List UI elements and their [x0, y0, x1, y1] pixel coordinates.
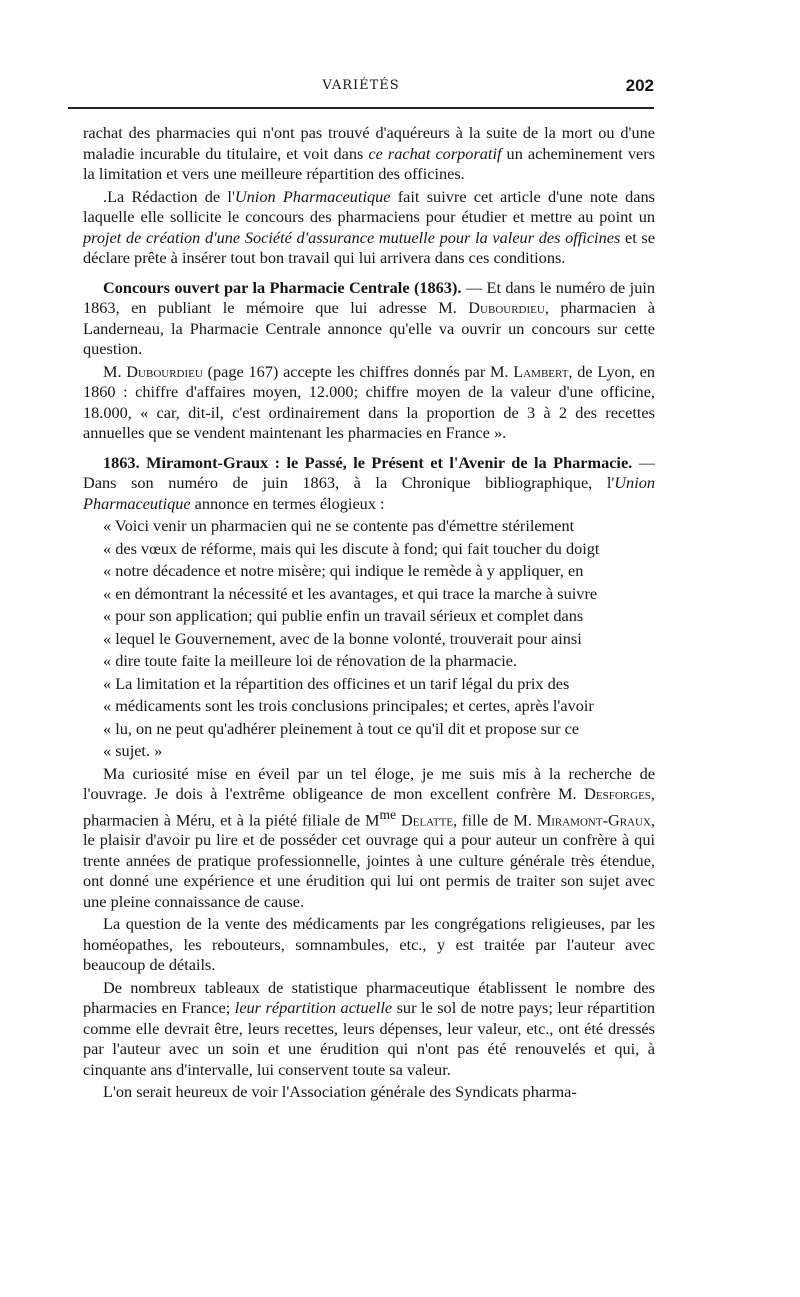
quotation-1 [83, 516, 655, 672]
paragraph-6 [83, 764, 655, 913]
body-text [83, 123, 655, 1105]
text: annonce en termes élogieux : [190, 493, 385, 513]
text: rachat des pharmacies qui n'ont pas trouvé d'aquéreurs à la suite de la mort ou d'une maladie incurable du titulaire, et voit dans [83, 123, 655, 163]
person-name: Lambert [513, 361, 569, 381]
text: Ma curiosité mise en éveil par un tel éloge, je me suis mis à la recherche de l'ouvrage. Je dois à l'extrême obligeance de mon excellent confrère M. [83, 763, 655, 803]
section-heading: Concours ouvert par la Pharmacie Centrale (1863). [103, 277, 462, 297]
italic-text: ce rachat corporatif [368, 143, 502, 163]
quote-line: « en démontrant la nécessité et les avantages, et qui trace la marche à suivre [103, 583, 598, 603]
italic-text: Union Pharmaceutique [234, 186, 391, 206]
paragraph-5 [83, 453, 655, 515]
text: (page 167) accepte les chiffres donnés par M. [202, 361, 514, 381]
quote-line: « lequel le Gouvernement, avec de la bonne volonté, trouverait pour ainsi [103, 628, 582, 648]
quote-line: « notre décadence et notre misère; qui indique le remède à y appliquer, en [103, 561, 584, 580]
page-header [68, 76, 654, 98]
paragraph-2 [83, 187, 655, 269]
text: De nombreux tableaux de statistique pharmaceutique établissent le nombre des pharmacies en France; [83, 977, 655, 1018]
quote-line: « Voici venir un pharmacien qui ne se contente pas d'émettre stérilement [103, 516, 575, 535]
text: , le plaisir d'avoir pu lire et de posséder cet ouvrage qui a pour auteur un confrère à qui trente années de pratique professionnelle, jointes à une culture générale très étendue, ont donné une expérience et une érudition qui lui ont permis de traiter son sujet avec une pleine connaissance de cause. [83, 809, 655, 911]
text: , pharmacien à Méru, et à la piété filiale de M [83, 784, 655, 829]
quotation-2 [83, 674, 655, 762]
text: et se déclare prête à insérer tout bon travail qui lui arrivera dans ces conditions. [83, 227, 655, 267]
paragraph-7: La question de la vente des médicaments par les congrégations religieuses, par les homéopathes, les rebouteurs, somnambules, etc., y est traitée par l'auteur avec beaucoup de détails. [83, 914, 655, 975]
text: — Dans son numéro de juin 1863, à la Chronique bibliographique, l' [83, 452, 655, 492]
header-rule [68, 107, 654, 109]
section-heading: 1863. Miramont-Graux : le Passé, le Présent et l'Avenir de la Pharmacie. [103, 452, 633, 472]
text: fait suivre cet article d'une note dans laquelle elle sollicite le concours des pharmaciens pour étudier et mettre au point un [83, 186, 655, 226]
text: un acheminement vers la limitation et vers une meilleure répartition des officines. [83, 143, 655, 183]
text: , pharmacien à Landerneau, la Pharmacie Centrale annonce qu'elle va ouvrir un concours sur cette question. [83, 298, 656, 358]
quote-line: « La limitation et la répartition des officines et un tarif légal du prix des [103, 673, 570, 693]
superscript: me [379, 806, 397, 822]
person-name: Dubourdieu [126, 361, 203, 381]
paragraph-1 [83, 123, 655, 185]
page-number: 202 [625, 76, 654, 95]
quote-line: « médicaments sont les trois conclusions principales; et certes, après l'avoir [103, 696, 594, 715]
running-title: VARIÉTÉS [322, 78, 400, 93]
italic-text: Union Pharmaceutique [83, 473, 655, 513]
paragraph-9: L'on serait heureux de voir l'Association générale des Syndicats pharma- [103, 1082, 577, 1102]
person-name: Miramont-Graux [536, 809, 651, 829]
italic-text: projet de création d'une Société d'assurance mutuelle pour la valeur des officines [83, 227, 621, 247]
paragraph-8 [83, 978, 655, 1081]
quote-line: « dire toute faite la meilleure loi de rénovation de la pharmacie. [103, 651, 518, 670]
person-name: Delatte [400, 809, 454, 829]
paragraph-4 [83, 362, 655, 444]
paragraph-3 [83, 278, 655, 360]
text: , fille de M. [453, 809, 537, 829]
text: , de Lyon, en 1860 : chiffre d'affaires moyen, 12.000; chiffre moyen de la valeur d'une officine, 18.000, « car, dit-il, c'est ordinairement dans la proportion de 3 à 2 des recettes annuelles que se vendent maintenant les pharmacies en France ». [83, 361, 655, 442]
person-name: Dubourdieu [468, 298, 545, 317]
quote-line: « pour son application; qui publie enfin un travail sérieux et complet dans [103, 606, 584, 625]
text: .La Rédaction de l' [103, 186, 235, 206]
text: — Et dans le numéro de juin 1863, en publiant le mémoire que lui adresse M. [83, 277, 655, 317]
quote-line: « lu, on ne peut qu'adhérer pleinement à tout ce qu'il dit et propose sur ce [103, 718, 580, 738]
person-name: Desforges [584, 784, 651, 803]
quote-line: « sujet. » [103, 741, 163, 760]
text: sur le sol de notre pays; leur répartition comme elle devrait être, leurs recettes, leurs dépenses, leur valeur, etc., ont été dressés par l'auteur avec un soin et une érudition qui n'ont pas été renouvelés et qui, à cinquante ans d'intervalle, lui conservent toute sa valeur. [83, 998, 655, 1079]
italic-text: leur répartition actuelle [234, 998, 393, 1018]
quote-line: « des vœux de réforme, mais qui les discute à fond; qui fait toucher du doigt [103, 538, 600, 558]
text: M. [103, 361, 127, 381]
